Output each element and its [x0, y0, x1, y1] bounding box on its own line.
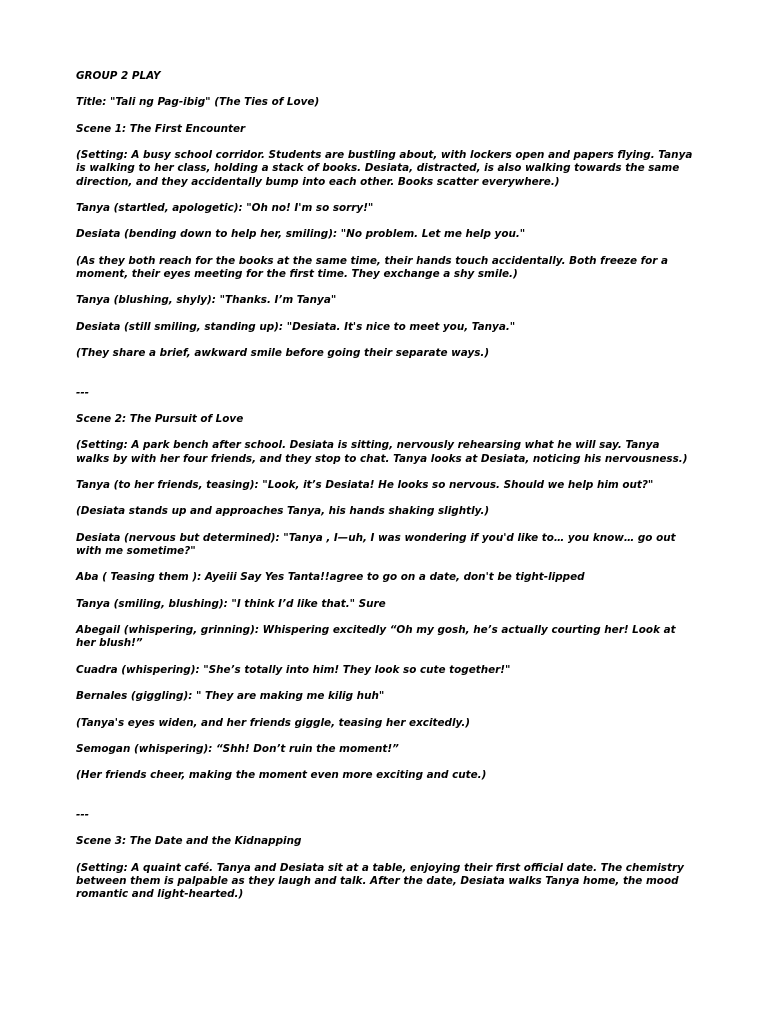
scene2-line: Desiata (nervous but determined): "Tanya , I—uh, I was wondering if you'd like to… you know… go out with me sometime?" — [76, 531, 676, 558]
scene2-heading: Scene 2: The Pursuit of Love — [76, 413, 244, 426]
scene2-line: Aba ( Teasing them ): Ayeiii Say Yes Tanta!!agree to go on a date, don't be tight-lipped — [76, 571, 585, 584]
scene2-line: (Setting: A park bench after school. Desiata is sitting, nervously rehearsing what he will say. Tanya walks by with her four friends, and they stop to chat. Tanya looks at Desiata, noticing his nervousness.) — [76, 439, 688, 465]
play-title: Title: "Tali ng Pag-ibig" (The Ties of Love) — [76, 96, 320, 109]
scene2-line: (Desiata stands up and approaches Tanya, his hands shaking slightly.) — [76, 505, 490, 518]
scene2-line: Tanya (to her friends, teasing): "Look, it’s Desiata! He looks so nervous. Should we help him out?" — [76, 479, 654, 492]
scene2-line: Abegail (whispering, grinning): Whispering excitedly “Oh my gosh, he’s actually courting her! Look at her blush!” — [76, 624, 676, 650]
scene1-heading: Scene 1: The First Encounter — [76, 122, 246, 135]
scene1-line: Tanya (blushing, shyly): "Thanks. I’m Tanya" — [76, 294, 337, 307]
group-heading: GROUP 2 PLAY — [76, 70, 161, 82]
scene2-line: Bernales (giggling): " They are making me kilig huh" — [76, 690, 385, 703]
document-body — [76, 70, 696, 915]
spacer — [76, 374, 696, 387]
spacer — [76, 796, 696, 809]
scene1-line: Desiata (still smiling, standing up): "Desiata. It's nice to meet you, Tanya." — [76, 320, 516, 333]
scene2-line: Cuadra (whispering): "She’s totally into him! They look so cute together!" — [76, 663, 511, 676]
scene-separator: --- — [76, 808, 89, 821]
scene3-line: (Setting: A quaint café. Tanya and Desiata sit at a table, enjoying their first official date. The chemistry between them is palpable as they laugh and talk. After the date, Desiata walks Tanya home, the mood romantic and light-hearted.) — [76, 861, 684, 901]
scene1-line: (Setting: A busy school corridor. Students are bustling about, with lockers open and papers flying. Tanya is walking to her class, holding a stack of books. Desiata, distracted, is also walking towards the same direction, and they accidentally bump into each other. Books scatter everywhere.) — [76, 149, 693, 188]
scene1-line: (They share a brief, awkward smile before going their separate ways.) — [76, 347, 490, 360]
scene-separator: --- — [76, 386, 89, 399]
scene1-line: Desiata (bending down to help her, smiling): "No problem. Let me help you." — [76, 228, 526, 241]
scene2-line: Tanya (smiling, blushing): "I think I’d like that." Sure — [76, 597, 386, 610]
scene1-line: Tanya (startled, apologetic): "Oh no! I'm so sorry!" — [76, 201, 374, 214]
scene1-line: (As they both reach for the books at the same time, their hands touch accidentally. Both freeze for a moment, their eyes meeting for the first time. They exchange a shy smile.) — [76, 254, 669, 280]
scene3-heading: Scene 3: The Date and the Kidnapping — [76, 835, 302, 848]
scene2-line: Semogan (whispering): “Shh! Don’t ruin the moment!” — [76, 743, 399, 755]
scene2-line: (Her friends cheer, making the moment even more exciting and cute.) — [76, 769, 487, 782]
scene2-line: (Tanya's eyes widen, and her friends giggle, teasing her excitedly.) — [76, 716, 471, 729]
